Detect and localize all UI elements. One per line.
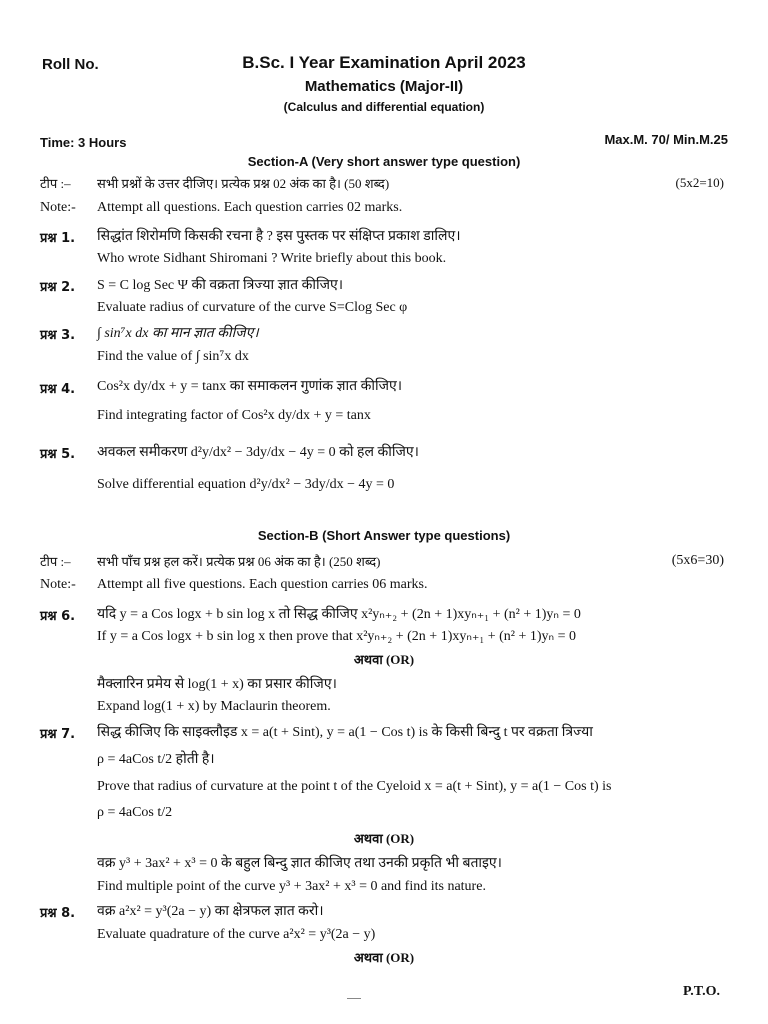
subject-title: Mathematics (Major-II) (304, 78, 464, 95)
section-a-note-hi: सभी प्रश्नों के उत्तर दीजिए। प्रत्येक प्रश्न 02 अंक का है। (50 शब्द) (97, 176, 390, 191)
question-6-english: If y = a Cos logx + b sin log x then prove that x²yₙ₊₂ + (2n + 1)xyₙ₊₁ + (n² + 1)yₙ = 0 (97, 629, 577, 644)
question-7-or: अथवा (OR) (353, 831, 415, 846)
question-4-label: प्रश्न 4. (40, 382, 76, 397)
question-1-label: प्रश्न 1. (40, 231, 76, 246)
question-7-or-english: Find multiple point of the curve y³ + 3ax² + x³ = 0 and find its nature. (97, 879, 486, 894)
scan-mark (347, 998, 361, 999)
question-6-hindi: यदि y = a Cos logx + b sin log x तो सिद्ध कीजिए x²yₙ₊₂ + (2n + 1)xyₙ₊₁ + (n² + 1)yₙ = 0 (97, 607, 581, 622)
question-6-or-english: Expand log(1 + x) by Maclaurin theorem. (97, 699, 331, 714)
question-3-english: Find the value of ∫ sin⁷x dx (97, 349, 249, 364)
question-7-hindi-line2: ρ = 4aCos t/2 होती है। (97, 752, 215, 767)
question-5-label: प्रश्न 5. (40, 447, 76, 462)
question-7-or-hindi: वक्र y³ + 3ax² + x³ = 0 के बहुल बिन्दु ज्ञात कीजिए तथा उनकी प्रकृति भी बताइए। (97, 856, 502, 871)
time-label: Time: 3 Hours (40, 135, 127, 150)
section-b-title: Section-B (Short Answer type questions) (257, 528, 511, 543)
roll-number-label: Roll No. (42, 56, 99, 73)
question-2-hindi: S = C log Sec Ψ की वक्रता त्रिज्या ज्ञात कीजिए। (97, 278, 344, 293)
pto-label: P.T.O. (683, 984, 720, 999)
section-a-note-hi-label: टीप :– (40, 176, 71, 191)
question-7-hindi-line1: सिद्ध कीजिए कि साइक्लौइड x = a(t + Sint), y = a(1 − Cos t) is के किसी बिन्दु t पर वक्रता त्रिज्या (97, 725, 593, 740)
question-6-or: अथवा (OR) (353, 652, 415, 667)
question-3-hindi: ∫ sin⁷x dx का मान ज्ञात कीजिए। (97, 326, 259, 341)
question-6-or-hindi: मैक्लारिन प्रमेय से log(1 + x) का प्रसार कीजिए। (97, 677, 337, 692)
question-3-label: प्रश्न 3. (40, 328, 76, 343)
paper-title: (Calculus and differential equation) (283, 100, 485, 114)
section-a-note-en-label: Note:- (40, 200, 76, 215)
question-1-english: Who wrote Sidhant Shiromani ? Write briefly about this book. (97, 251, 447, 266)
exam-title: B.Sc. I Year Examination April 2023 (242, 53, 526, 72)
section-b-note-en-label: Note:- (40, 577, 76, 592)
question-7-english-line2: ρ = 4aCos t/2 (97, 805, 173, 820)
question-7-english-line1: Prove that radius of curvature at the point t of the Cyeloid x = a(t + Sint), y = a(1 − Cos t) is (97, 779, 612, 794)
question-2-english: Evaluate radius of curvature of the curve S=Clog Sec φ (97, 300, 408, 315)
question-1-hindi: सिद्धांत शिरोमणि किसकी रचना है ? इस पुस्तक पर संक्षिप्त प्रकाश डालिए। (97, 229, 461, 244)
section-a-note-en: Attempt all questions. Each question carries 02 marks. (97, 200, 403, 215)
question-8-or: अथवा (OR) (353, 950, 415, 965)
question-8-label: प्रश्न 8. (40, 906, 76, 921)
question-8-hindi: वक्र a²x² = y³(2a − y) का क्षेत्रफल ज्ञात करो। (97, 904, 324, 919)
question-8-english: Evaluate quadrature of the curve a²x² = y³(2a − y) (97, 927, 376, 942)
question-5-english: Solve differential equation d²y/dx² − 3dy/dx − 4y = 0 (97, 477, 395, 492)
section-a-title: Section-A (Very short answer type question) (247, 154, 521, 169)
section-b-note-hi-label: टीप :– (40, 554, 71, 569)
marks-label: Max.M. 70/ Min.M.25 (604, 132, 728, 147)
section-b-note-hi: सभी पाँच प्रश्न हल करें। प्रत्येक प्रश्न 06 अंक का है। (250 शब्द) (97, 554, 381, 569)
question-6-label: प्रश्न 6. (40, 609, 76, 624)
section-a-marks-scheme: (5x2=10) (675, 175, 724, 190)
section-b-note-en: Attempt all five questions. Each question carries 06 marks. (97, 577, 428, 592)
question-4-hindi: Cos²x dy/dx + y = tanx का समाकलन गुणांक ज्ञात कीजिए। (97, 379, 403, 394)
question-4-english: Find integrating factor of Cos²x dy/dx + y = tanx (97, 408, 371, 423)
question-7-label: प्रश्न 7. (40, 727, 76, 742)
section-b-marks-scheme: (5x6=30) (671, 553, 724, 568)
question-5-hindi: अवकल समीकरण d²y/dx² − 3dy/dx − 4y = 0 को हल कीजिए। (97, 445, 419, 460)
question-2-label: प्रश्न 2. (40, 280, 76, 295)
